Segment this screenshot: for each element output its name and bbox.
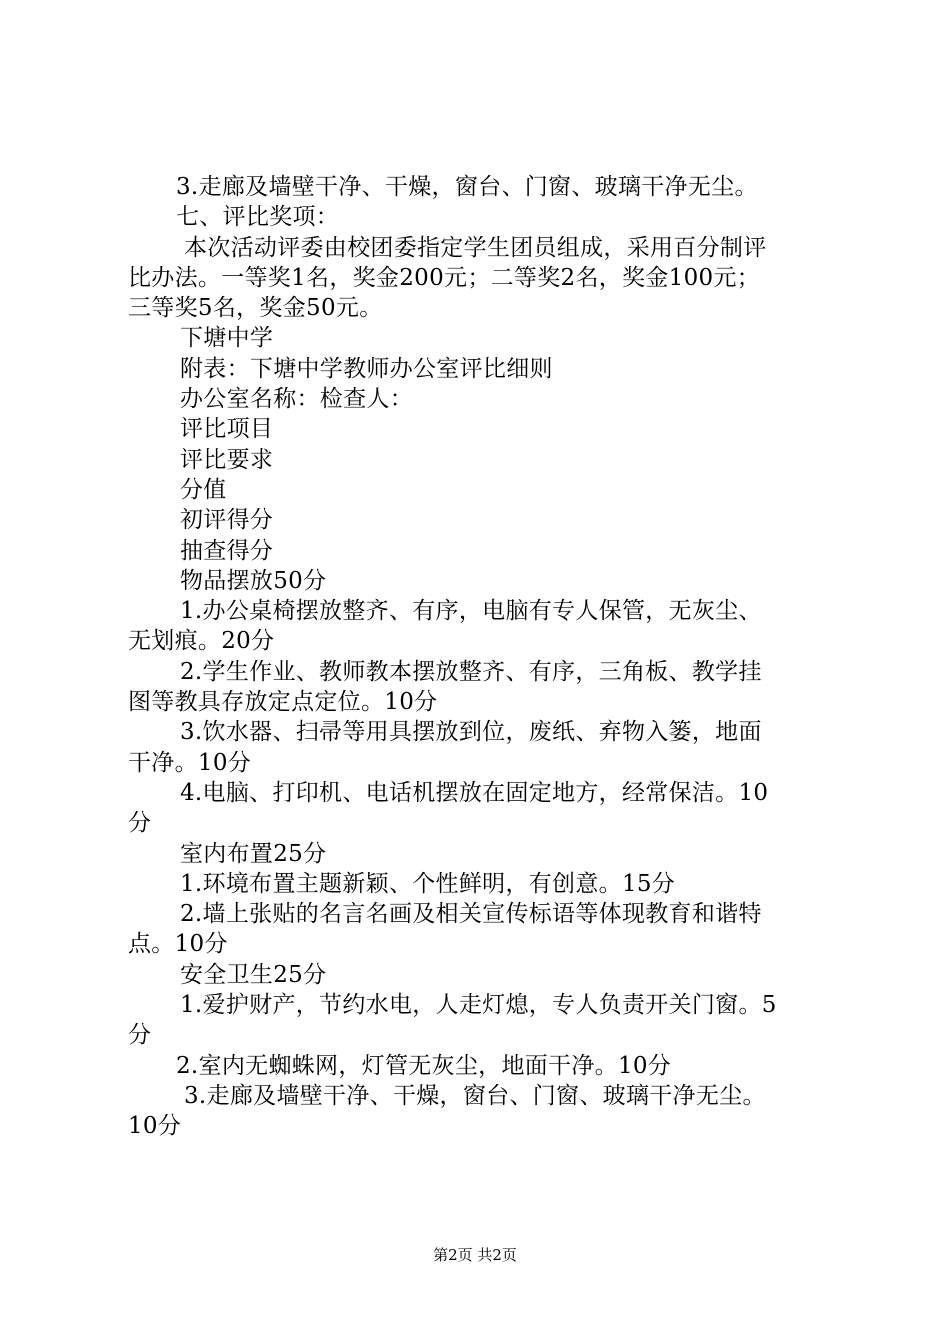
text-line: 办公室名称：检查人： <box>180 386 413 413</box>
text-line: 评比项目 <box>180 416 274 443</box>
document-body <box>128 172 840 1142</box>
page-footer: 第2页 共2页 <box>433 1246 517 1264</box>
text-line: 图等教具存放定点定位。10分 <box>128 689 438 716</box>
text-line: 三等奖5名，奖金50元。 <box>128 295 383 322</box>
text-line: 物品摆放50分 <box>180 567 327 594</box>
text-line: 分 <box>128 810 152 837</box>
text-line: 3.饮水器、扫帚等用具摆放到位，废纸、弃物入篓，地面 <box>180 719 762 746</box>
text-line: 无划痕。20分 <box>128 628 275 655</box>
text-line: 3.走廊及墙壁干净、干燥，窗台、门窗、玻璃干净无尘。 <box>176 174 758 200</box>
text-line: 分值 <box>180 476 227 503</box>
text-line: 本次活动评委由校团委指定学生团员组成，采用百分制评 <box>184 234 767 261</box>
text-line: 比办法。一等奖1名，奖金200元；二等奖2名，奖金100元； <box>128 264 761 291</box>
text-line: 下塘中学 <box>180 325 274 352</box>
text-line: 2.室内无蜘蛛网，灯管无灰尘，地面干净。10分 <box>176 1052 672 1079</box>
text-line: 初评得分 <box>180 507 274 534</box>
text-line: 干净。10分 <box>128 749 252 776</box>
text-line: 4.电脑、打印机、电话机摆放在固定地方，经常保洁。10 <box>180 779 769 806</box>
text-line: 评比要求 <box>180 446 274 473</box>
text-line: 3.走廊及墙壁干净、干燥，窗台、门窗、玻璃干净无尘。 <box>184 1082 766 1109</box>
text-line: 室内布置25分 <box>180 840 327 867</box>
text-line: 附表：下塘中学教师办公室评比细则 <box>180 355 553 382</box>
text-line: 抽查得分 <box>180 537 274 564</box>
text-line: 1.爱护财产，节约水电，人走灯熄，专人负责开关门窗。5 <box>180 992 777 1019</box>
text-line: 安全卫生25分 <box>180 961 327 988</box>
text-line: 2.学生作业、教师教本摆放整齐、有序，三角板、教学挂 <box>180 658 762 685</box>
text-line: 点。10分 <box>128 931 228 958</box>
text-line: 2.墙上张贴的名言名画及相关宣传标语等体现教育和谐特 <box>180 901 762 928</box>
text-line: 10分 <box>128 1113 182 1140</box>
text-line: 1.办公桌椅摆放整齐、有序，电脑有专人保管，无灰尘、 <box>180 598 762 625</box>
text-line: 1.环境布置主题新颖、个性鲜明，有创意。15分 <box>180 870 676 897</box>
text-line: 分 <box>128 1022 152 1049</box>
text-line: 七、评比奖项： <box>176 204 340 231</box>
